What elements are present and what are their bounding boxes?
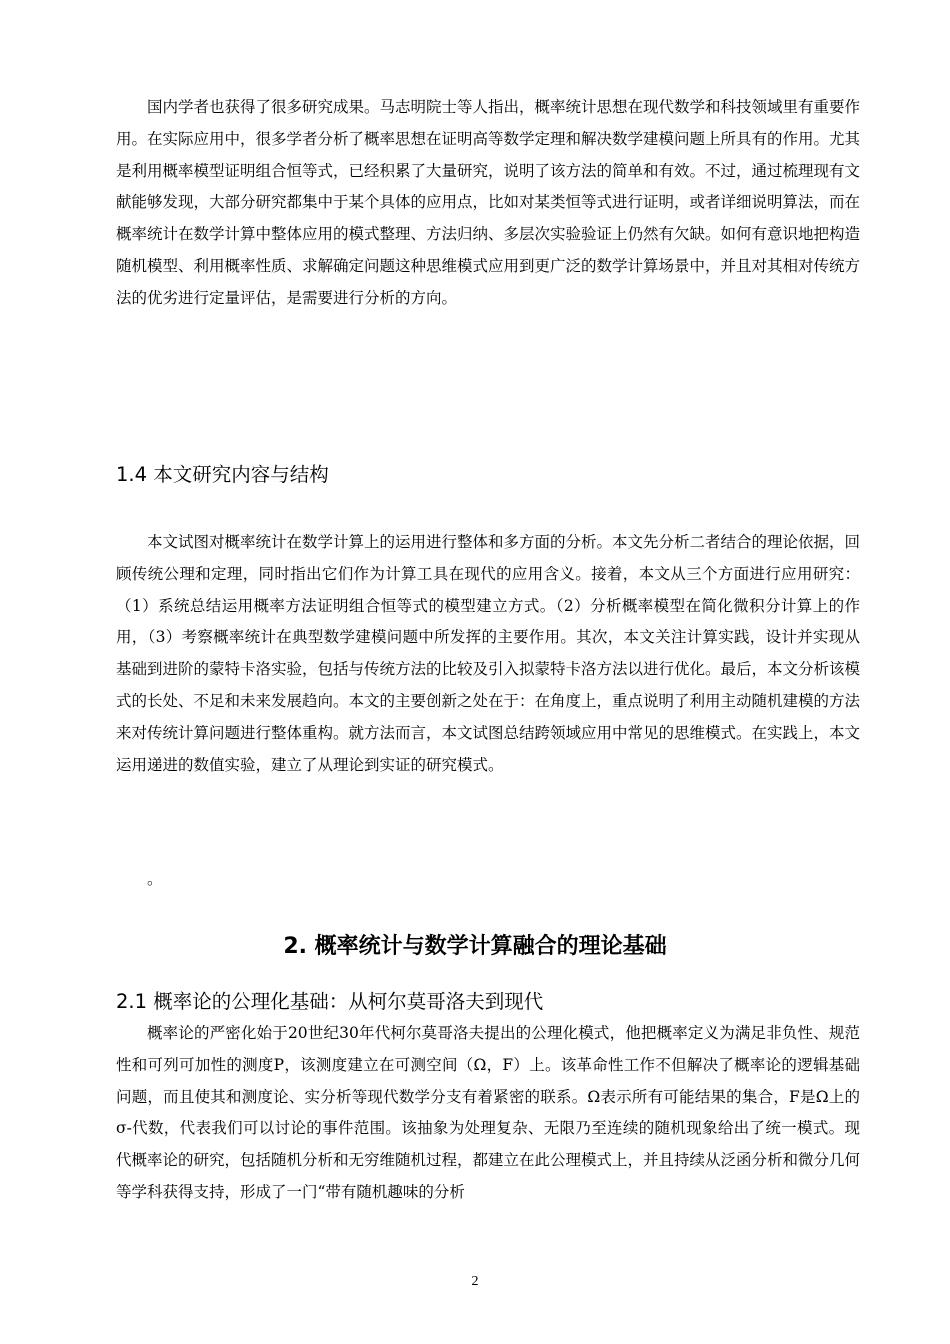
section-heading-2-1: 2.1 概率论的公理化基础：从柯尔莫哥洛夫到现代	[116, 990, 544, 1013]
page-number: 2	[471, 1274, 479, 1289]
paragraph-research-content: 本文试图对概率统计在数学计算上的运用进行整体和多方面的分析。本文先分析二者结合的理论依据，回顾传统公理和定理，同时指出它们作为计算工具在现代的应用含义。接着，本文从三个方面进行应用研究：（1）系统总结运用概率方法证明组合恒等式的模型建立方式。（2）分析概率模型在简化微积分计算上的作用，（3）考察概率统计在典型数学建模问题中所发挥的主要作用。其次，本文关注计算实践，设计并实现从基础到进阶的蒙特卡洛实验，包括与传统方法的比较及引入拟蒙特卡洛方法以进行优化。最后，本文分析该模式的长处、不足和未来发展趋向。本文的主要创新之处在于：在角度上，重点说明了利用主动随机建模的方法来对传统计算问题进行整体重构。就方法而言，本文试图总结跨领域应用中常见的思维模式。在实践上，本文运用递进的数值实验，建立了从理论到实证的研究模式。	[116, 533, 861, 774]
chapter-heading-2: 2. 概率统计与数学计算融合的理论基础	[283, 934, 667, 959]
paragraph-domestic-research: 国内学者也获得了很多研究成果。马志明院士等人指出，概率统计思想在现代数学和科技领域里有重要作用。在实际应用中，很多学者分析了概率思想在证明高等数学定理和解决数学建模问题上所具有的作用。尤其是利用概率模型证明组合恒等式，已经积累了大量研究，说明了该方法的简单和有效。不过，通过梳理现有文献能够发现，大部分研究都集中于某个具体的应用点，比如对某类恒等式进行证明，或者详细说明算法，而在概率统计在数学计算中整体应用的模式整理、方法归纳、多层次实验验证上仍然有欠缺。如何有意识地把构造随机模型、利用概率性质、求解确定问题这种思维模式应用到更广泛的数学计算场景中，并且对其相对传统方法的优劣进行定量评估，是需要进行分析的方向。	[116, 98, 861, 307]
trailing-punctuation: 。	[147, 870, 163, 888]
section-heading-1-4: 1.4 本文研究内容与结构	[116, 463, 329, 486]
paragraph-axiomatic-foundation: 概率论的严密化始于20世纪30年代柯尔莫哥洛夫提出的公理化模式，他把概率定义为满足非负性、规范性和可列可加性的测度P，该测度建立在可测空间（Ω，F）上。该革命性工作不但解决了概率论的逻辑基础问题，而且使其和测度论、实分析等现代数学分支有着紧密的联系。Ω表示所有可能结果的集合，F是Ω上的σ-代数，代表我们可以讨论的事件范围。该抽象为处理复杂、无限乃至连续的随机现象给出了统一模式。现代概率论的研究，包括随机分析和无穷维随机过程，都建立在此公理模式上，并且持续从泛函分析和微分几何等学科获得支持，形成了一门“带有随机趣味的分析	[116, 1024, 861, 1201]
